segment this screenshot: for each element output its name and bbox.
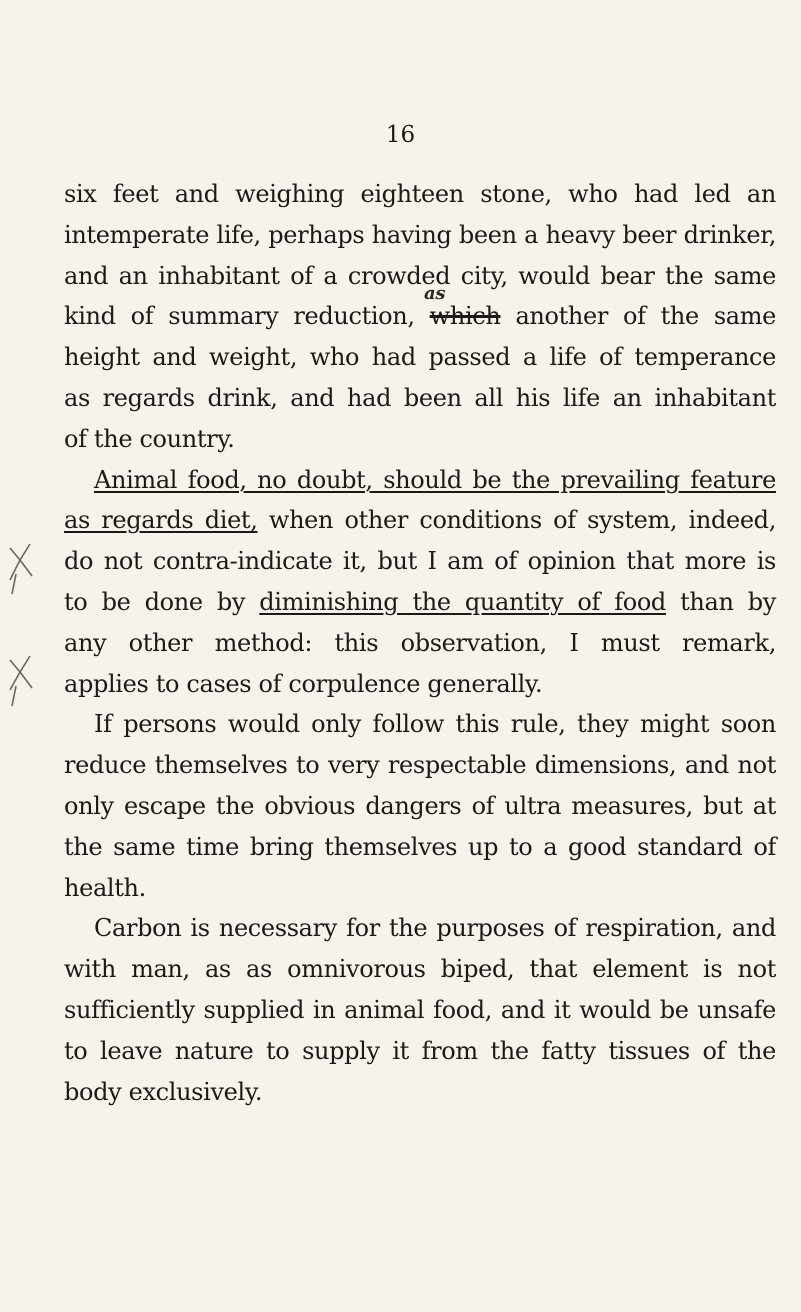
text-fragment: than by xyxy=(665,587,776,616)
text-line xyxy=(64,500,776,541)
text-line: sufficiently supplied in animal food, and it would be unsafe xyxy=(64,995,776,1024)
underlined-text: Animal food, no doubt, should be the prevailing feature xyxy=(94,465,776,494)
text-line xyxy=(64,460,776,501)
underlined-text: as regards diet, xyxy=(64,506,258,535)
handwritten-insertion: as xyxy=(424,283,446,305)
page-number: 16 xyxy=(385,122,416,148)
underlined-text: diminishing the quantity of food xyxy=(259,587,666,616)
text-fragment: kind of summary reduction, xyxy=(64,302,430,331)
text-line: height and weight, who had passed a life of temperance xyxy=(64,343,776,372)
body-text xyxy=(64,174,776,1112)
text-line: to leave nature to supply it from the fatty tissues of the xyxy=(64,1036,776,1065)
margin-cross-mark-2 xyxy=(6,650,36,702)
text-line: If persons would only follow this rule, they might soon xyxy=(94,710,776,739)
text-line: as regards drink, and had been all his life an inhabitant xyxy=(64,383,776,412)
text-line: only escape the obvious dangers of ultra measures, but at xyxy=(64,791,776,820)
text-fragment: to be done by xyxy=(64,587,260,616)
margin-cross-mark-1 xyxy=(6,540,36,592)
text-line: any other method: this observation, I must remark, xyxy=(64,628,776,657)
text-line: six feet and weighing eighteen stone, who had led an xyxy=(64,180,776,208)
text-fragment: another of the same xyxy=(500,302,777,331)
text-line: reduce themselves to very respectable dimensions, and not xyxy=(64,751,776,780)
text-line: intemperate life, perhaps having been a heavy beer drinker, xyxy=(64,220,776,249)
text-line: health. xyxy=(64,873,146,902)
text-fragment: when other conditions of system, indeed, xyxy=(257,506,776,535)
text-line: with man, as as omnivorous biped, that element is not xyxy=(64,955,776,984)
text-line: Carbon is necessary for the purposes of respiration, and xyxy=(94,914,776,943)
text-line: of the country. xyxy=(64,424,235,453)
text-line: body exclusively. xyxy=(64,1077,263,1106)
text-line: do not contra-indicate it, but I am of opinion that more is xyxy=(64,547,776,576)
text-line: the same time bring themselves up to a good standard of xyxy=(64,832,776,861)
text-line: and an inhabitant of a crowded city, would bear the same xyxy=(64,261,776,290)
text-line xyxy=(64,582,776,623)
struck-word: which xyxy=(429,302,501,331)
text-line xyxy=(64,283,777,337)
text-line: applies to cases of corpulence generally. xyxy=(64,669,543,698)
